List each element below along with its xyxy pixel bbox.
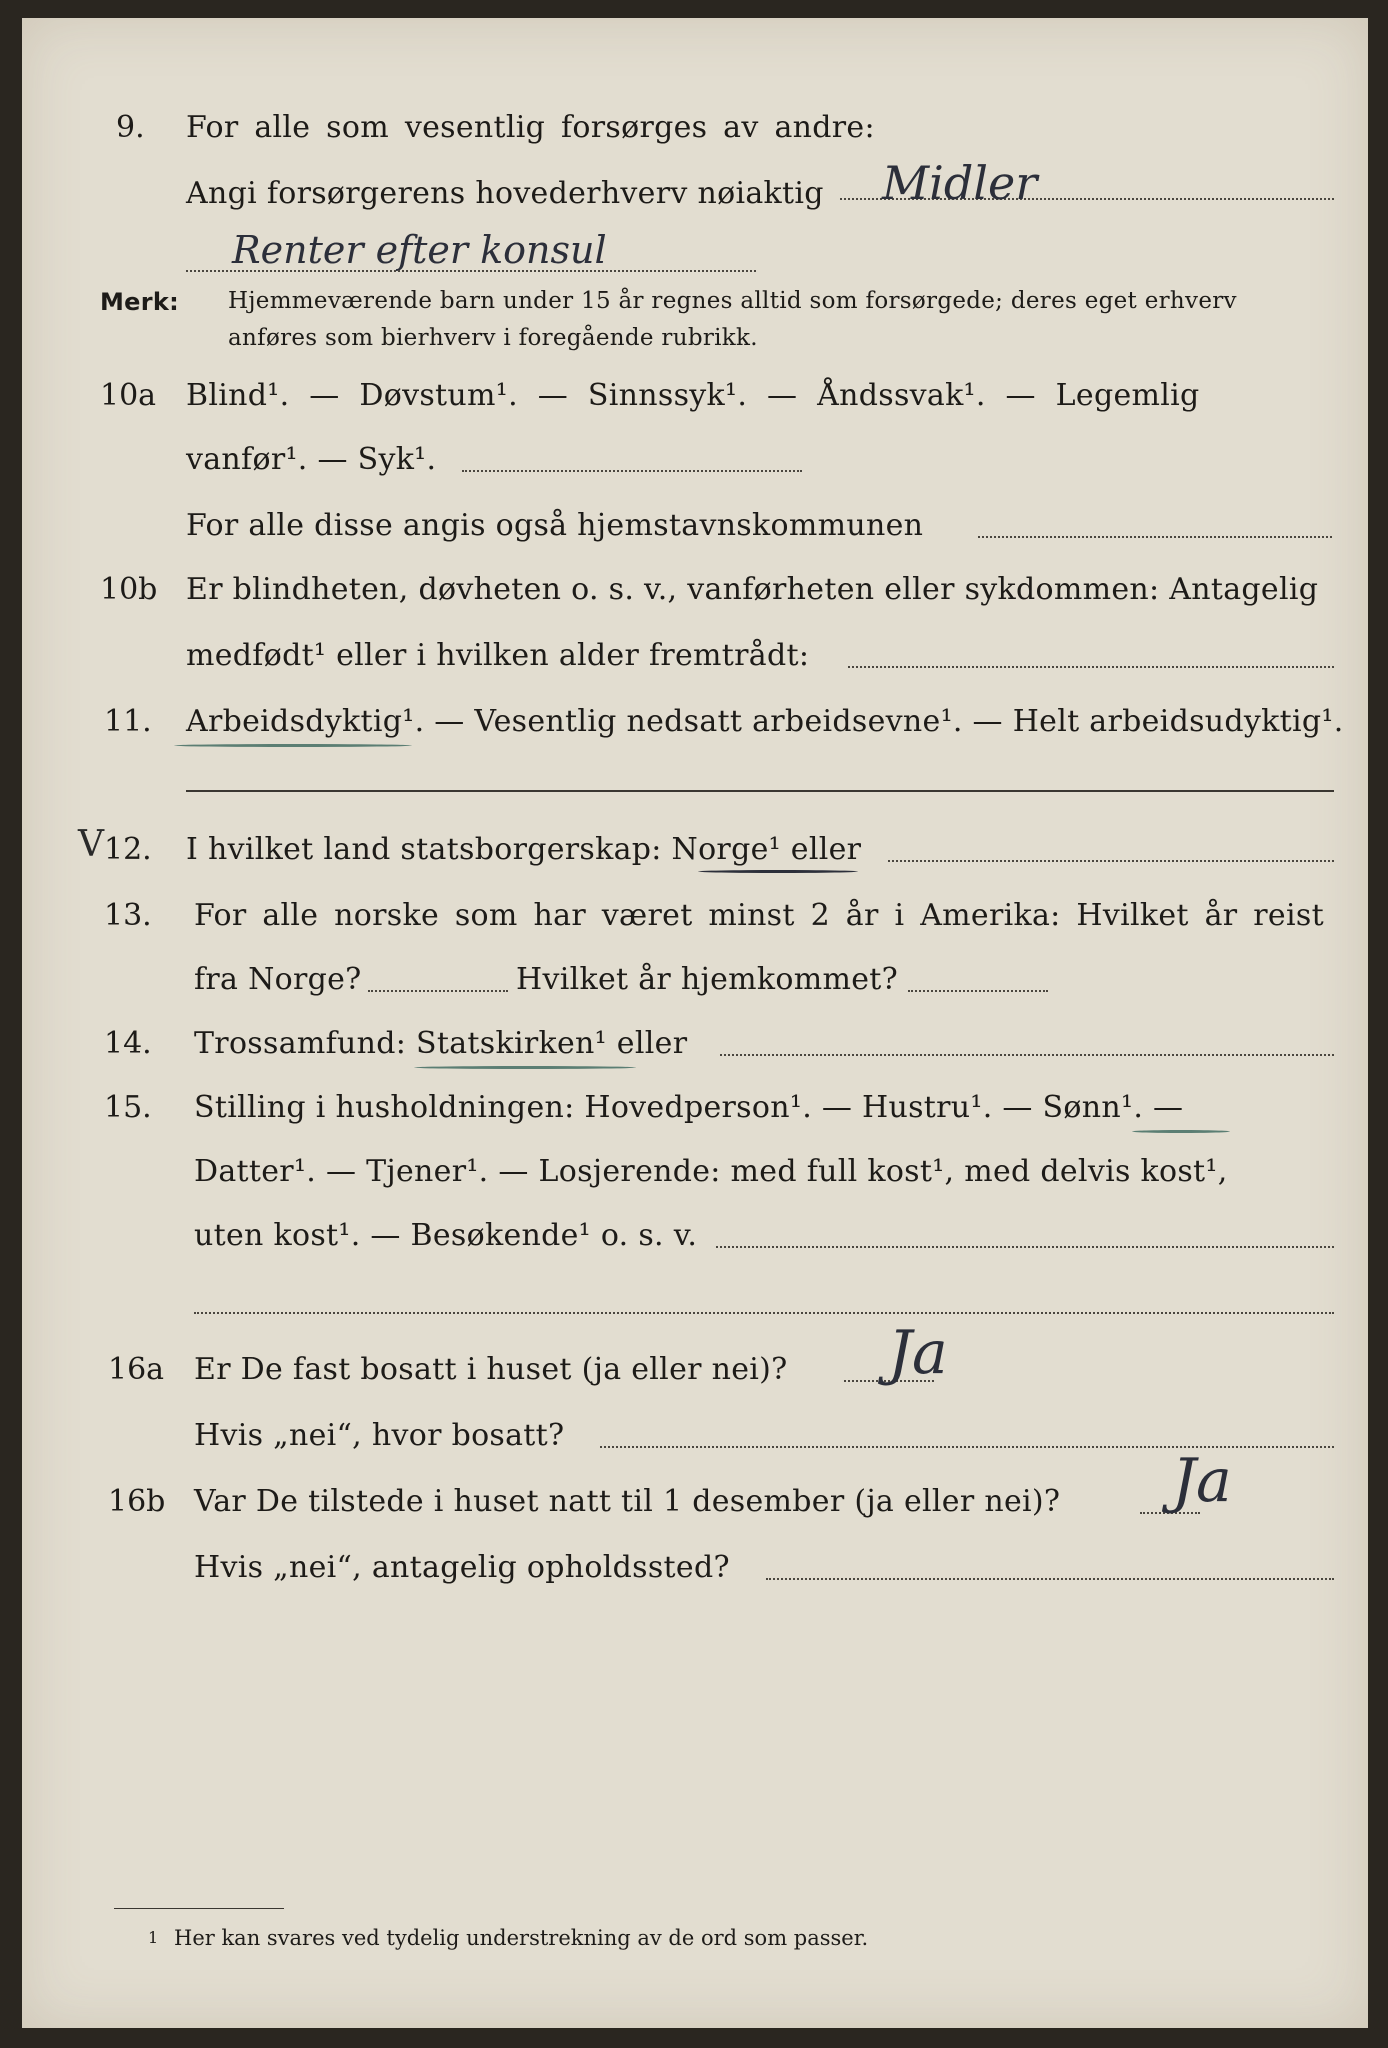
q10a-line1: Blind¹. — Døvstum¹. — Sinnssyk¹. — Åndssvak¹. — Legemlig — [186, 378, 1200, 413]
q10a-number: 10a — [100, 378, 157, 413]
q16b-location-line — [766, 1578, 1334, 1580]
q10a-answer-line — [462, 470, 802, 472]
q16b-line2: Hvis „nei“, antagelig opholdssted? — [194, 1550, 730, 1585]
q15-line3: uten kost¹. — Besøkende¹ o. s. v. — [194, 1218, 698, 1253]
q13-number: 13. — [104, 898, 152, 933]
q10b-line1: Er blindheten, døvheten o. s. v., vanførheten eller sykdommen: Antagelig — [186, 572, 1319, 607]
q12-underline-mark — [698, 870, 858, 873]
q11-line1: Arbeidsdyktig¹. — Vesentlig nedsatt arbeidsevne¹. — Helt arbeidsudyktig¹. — [186, 704, 1344, 739]
q13-line2a: fra Norge? — [194, 962, 362, 997]
q16a-handwritten-answer: Ja — [888, 1318, 948, 1388]
q16b-line1: Var De tilstede i huset natt til 1 desember (ja eller nei)? — [194, 1484, 1061, 1519]
q14-line1: Trossamfund: Statskirken¹ eller — [194, 1026, 688, 1061]
q13-return-line — [908, 990, 1048, 992]
q12-number: 12. — [104, 832, 152, 867]
merk-line2: anføres som bierhverv i foregående rubrikk. — [228, 325, 758, 351]
footnote-mark: 1 — [148, 1928, 159, 1947]
merk-line1: Hjemmeværende barn under 15 år regnes alltid som forsørgede; deres eget erhverv — [228, 288, 1237, 314]
q9-line1: For alle som vesentlig forsørges av andre: — [186, 110, 875, 145]
q10b-line2: medfødt¹ eller i hvilken alder fremtrådt: — [186, 638, 810, 673]
q15-line1: Stilling i husholdningen: Hovedperson¹. — Hustru¹. — Sønn¹. — — [194, 1090, 1184, 1125]
q16b-number: 16b — [108, 1484, 166, 1519]
q11-answer-line — [186, 790, 1334, 792]
q14-underline-mark — [414, 1066, 636, 1069]
q15-answer-line1 — [716, 1246, 1334, 1248]
q9-handwritten-answer1: Midler — [882, 156, 1038, 210]
q10a-line2: vanfør¹. — Syk¹. — [186, 442, 437, 477]
q15-number: 15. — [104, 1090, 152, 1125]
q15-underline-mark — [1132, 1130, 1230, 1133]
q9-line2: Angi forsørgerens hovederhverv nøiaktig — [186, 176, 824, 211]
q13-line1: For alle norske som har været minst 2 år i Amerika: Hvilket år reist — [194, 898, 1324, 933]
q11-number: 11. — [104, 704, 152, 739]
q10b-answer-line — [848, 666, 1334, 668]
footnote-rule — [114, 1908, 284, 1909]
q9-number: 9. — [116, 110, 145, 145]
footnote-text: Her kan svares ved tydelig understrekning av de ord som passer. — [174, 1926, 869, 1950]
q9-handwritten-answer2: Renter efter konsul — [232, 228, 607, 272]
merk-label: Merk: — [100, 288, 180, 316]
q16b-handwritten-answer: Ja — [1172, 1446, 1232, 1516]
q16a-line1: Er De fast bosatt i huset (ja eller nei)? — [194, 1352, 788, 1387]
q12-check-mark: V — [78, 824, 104, 865]
q13-departure-line — [368, 990, 508, 992]
q10a-home-line — [978, 536, 1332, 538]
q10b-number: 10b — [100, 572, 158, 607]
q15-line2: Datter¹. — Tjener¹. — Losjerende: med full kost¹, med delvis kost¹, — [194, 1154, 1228, 1189]
q16a-number: 16a — [108, 1352, 165, 1387]
census-form-page — [22, 18, 1368, 2028]
q14-answer-line — [720, 1054, 1334, 1056]
q16a-line2: Hvis „nei“, hvor bosatt? — [194, 1418, 565, 1453]
q12-line1: I hvilket land statsborgerskap: Norge¹ eller — [186, 832, 862, 867]
q12-answer-line — [888, 860, 1334, 862]
q9-answer-line2 — [186, 270, 756, 272]
q14-number: 14. — [104, 1026, 152, 1061]
q13-line2b: Hvilket år hjemkommet? — [516, 962, 899, 997]
q15-answer-line2 — [194, 1312, 1334, 1314]
q10a-line3: For alle disse angis også hjemstavnskommunen — [186, 508, 924, 543]
q11-underline-mark — [174, 744, 412, 747]
